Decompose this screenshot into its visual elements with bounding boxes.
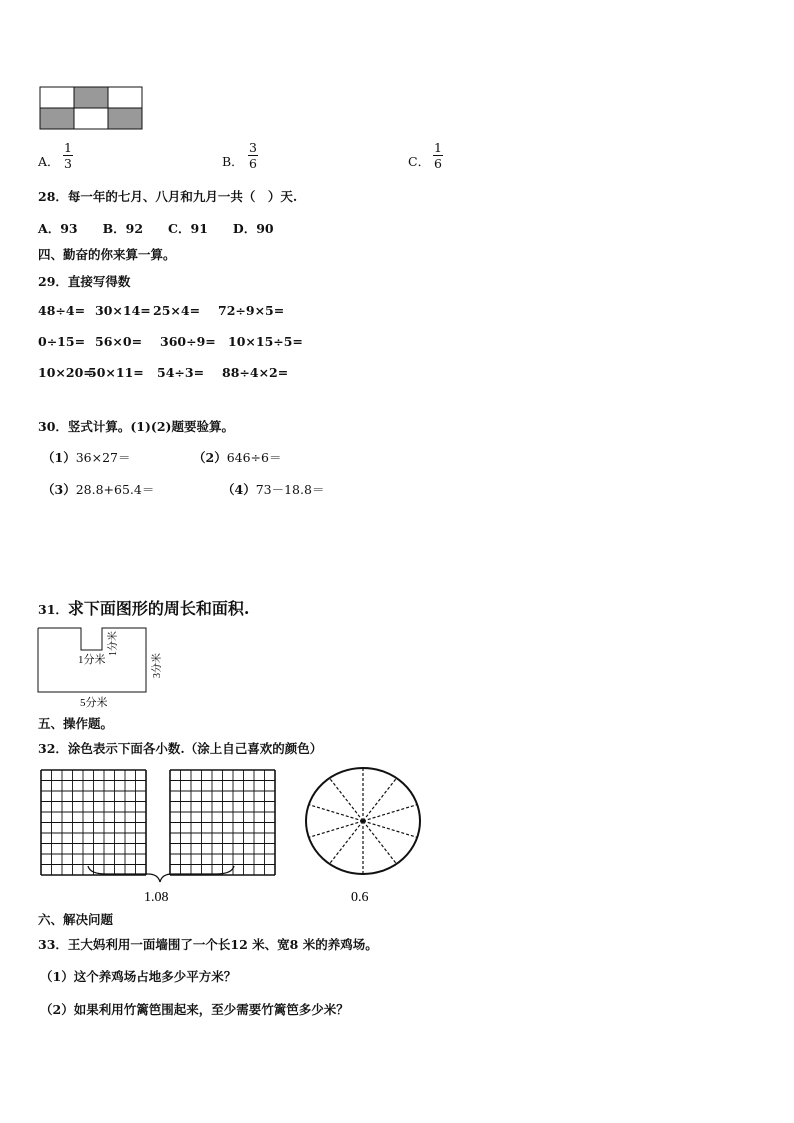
q27-option-c-denominator: 6 <box>434 156 442 171</box>
q29-item: 54÷3= <box>157 365 205 380</box>
q30-item-expr: 646÷6＝ <box>226 450 282 465</box>
circle-spoke <box>309 805 363 821</box>
q29-item: 88÷4×2= <box>222 365 289 380</box>
circle-spoke <box>363 805 417 821</box>
q31-question <box>38 596 249 619</box>
q30-item-label: （3） <box>42 482 76 497</box>
q27-option-c-numerator: 1 <box>434 140 442 155</box>
q30-item-expr: 36×27＝ <box>75 450 131 465</box>
circle-spoke <box>363 821 417 837</box>
q27-option-a-denominator: 3 <box>64 156 72 171</box>
circle-spoke <box>363 821 397 864</box>
q31-number: 31． <box>38 602 68 617</box>
q27-option-a-label[interactable]: A． <box>38 154 60 169</box>
q30-item-label: （1） <box>42 450 76 465</box>
q28-options[interactable]: A．93 B．92 C．91 D．90 <box>38 221 274 236</box>
q28-question: 28．每一年的七月、八月和九月一共（ ）天. <box>38 189 298 204</box>
q33-subquestion-2: （2）如果利用竹篱笆围起来，至少需要竹篱笆多少米？ <box>40 1002 349 1017</box>
q29-item: 72÷9×5= <box>218 303 285 318</box>
q30-title: 30．竖式计算。(1)(2)题要验算。 <box>38 419 234 434</box>
grid-cell-blank <box>74 108 108 129</box>
section6-title: 六、解决问题 <box>38 912 114 927</box>
q31-label-width: 5分米 <box>80 697 108 709</box>
q27-option-c-label[interactable]: C． <box>408 154 431 169</box>
q29-item: 25×4= <box>153 303 201 318</box>
section5-title: 五、操作题。 <box>38 716 114 731</box>
q32-question: 32．涂色表示下面各小数.（涂上自己喜欢的颜色） <box>38 741 323 756</box>
q27-option-b-numerator: 3 <box>249 140 257 155</box>
grid-cell-shaded <box>74 87 108 108</box>
q29-item: 0÷15= <box>38 334 86 349</box>
q33-question: 33．王大妈利用一面墙围了一个长12 米、宽8 米的养鸡场。 <box>38 937 378 952</box>
grid-cell-shaded <box>108 108 142 129</box>
q29-item: 10×20= <box>38 365 94 380</box>
q31-label-height: 3分米 <box>152 653 163 678</box>
section4-title: 四、勤奋的你来算一算。 <box>38 247 176 262</box>
q29-title: 29．直接写得数 <box>38 274 131 289</box>
circle-decimal-label: 0.6 <box>351 890 369 905</box>
q31-notched-rectangle <box>36 626 166 710</box>
q27-option-c-fraction[interactable] <box>433 140 443 171</box>
circle-spoke <box>363 778 397 821</box>
q27-option-b-label[interactable]: B． <box>222 154 244 169</box>
q27-option-a-numerator: 1 <box>64 140 72 155</box>
hundred-grid-left <box>41 770 146 875</box>
q30-item-2 <box>193 448 282 466</box>
q31-text: 求下面图形的周长和面积. <box>67 599 250 618</box>
q32-figures <box>36 766 436 908</box>
circle-dashed-spokes <box>309 768 417 874</box>
q29-item: 10×15÷5= <box>228 334 303 349</box>
grid-cell-blank <box>108 87 142 108</box>
q30-item-3 <box>42 480 154 498</box>
q30-item-expr: 73－18.8＝ <box>255 482 325 497</box>
grid-decimal-label: 1.08 <box>144 890 169 905</box>
q29-item: 30×14= <box>95 303 151 318</box>
grid-cell-shaded <box>40 108 74 129</box>
circle-spoke <box>329 821 363 864</box>
hundred-grid-right <box>170 770 275 875</box>
q31-label-notch-depth: 1分米 <box>108 631 119 656</box>
q33-subquestion-1: （1）这个养鸡场占地多少平方米？ <box>40 969 237 984</box>
q30-item-expr: 28.8+65.4＝ <box>75 482 155 497</box>
q30-item-1 <box>42 448 131 466</box>
q27-fraction-grid <box>39 86 143 131</box>
q27-option-a-fraction[interactable] <box>63 140 73 171</box>
q27-option-b-fraction[interactable] <box>248 140 258 171</box>
q29-item: 50×11= <box>88 365 144 380</box>
grid-cell-blank <box>40 87 74 108</box>
q31-label-notch-width: 1分米 <box>78 654 106 666</box>
q27-option-b-denominator: 6 <box>249 156 257 171</box>
circle-spoke <box>309 821 363 837</box>
q29-item: 360÷9= <box>160 334 216 349</box>
q30-item-label: （2） <box>193 450 227 465</box>
q29-item: 56×0= <box>95 334 143 349</box>
circle-spoke <box>329 778 363 821</box>
q29-item: 48÷4= <box>38 303 86 318</box>
q30-item-4 <box>222 480 324 498</box>
q30-item-label: （4） <box>222 482 256 497</box>
